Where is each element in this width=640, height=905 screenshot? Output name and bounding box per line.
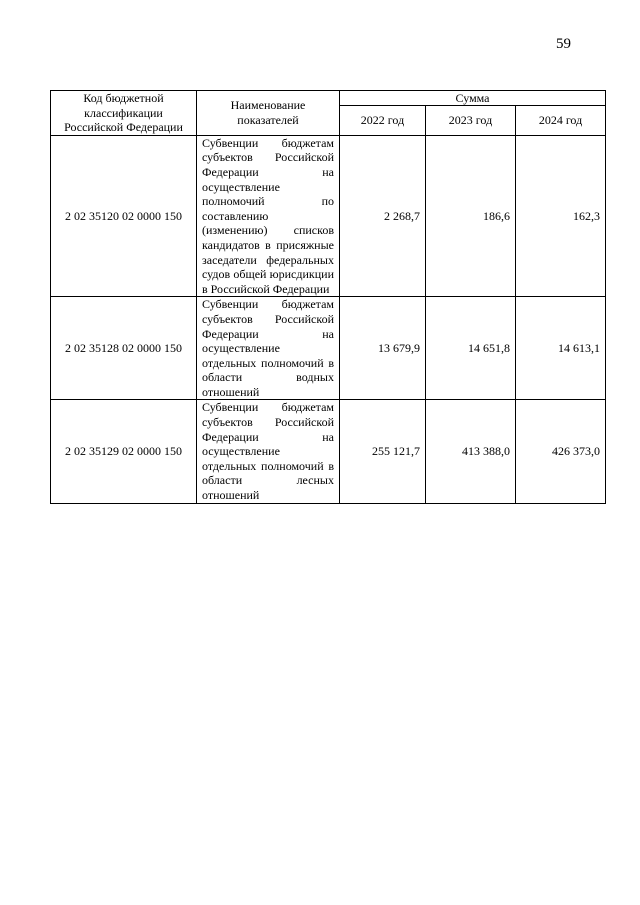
header-year-2022: 2022 год bbox=[340, 106, 426, 136]
indicator-name: Субвенции бюджетам субъектов Российской Федерации на осуществление полномочий по составлению (изменению) списков кандидатов в присяжные заседатели федеральных судов общей юрисдикции в Российской Федерации bbox=[197, 135, 340, 297]
budget-code: 2 02 35120 02 0000 150 bbox=[51, 135, 197, 297]
table-row bbox=[51, 400, 606, 503]
amount-2022: 2 268,7 bbox=[340, 135, 426, 297]
header-sum: Сумма bbox=[340, 91, 606, 106]
indicator-name: Субвенции бюджетам субъектов Российской Федерации на осуществление отдельных полномочий в области лесных отношений bbox=[197, 400, 340, 503]
indicator-name: Субвенции бюджетам субъектов Российской Федерации на осуществление отдельных полномочий в области водных отношений bbox=[197, 297, 340, 400]
amount-2024: 14 613,1 bbox=[516, 297, 606, 400]
page-number: 59 bbox=[556, 36, 571, 52]
amount-2023: 186,6 bbox=[426, 135, 516, 297]
amount-2023: 413 388,0 bbox=[426, 400, 516, 503]
header-name: Наименование показателей bbox=[197, 91, 340, 136]
budget-revenue-table bbox=[50, 90, 606, 504]
amount-2024: 162,3 bbox=[516, 135, 606, 297]
budget-code: 2 02 35129 02 0000 150 bbox=[51, 400, 197, 503]
header-year-2024: 2024 год bbox=[516, 106, 606, 136]
amount-2024: 426 373,0 bbox=[516, 400, 606, 503]
header-code: Код бюджетной классификации Российской Федерации bbox=[51, 91, 197, 136]
table-row bbox=[51, 135, 606, 297]
amount-2023: 14 651,8 bbox=[426, 297, 516, 400]
budget-code: 2 02 35128 02 0000 150 bbox=[51, 297, 197, 400]
table-row bbox=[51, 297, 606, 400]
header-year-2023: 2023 год bbox=[426, 106, 516, 136]
amount-2022: 255 121,7 bbox=[340, 400, 426, 503]
amount-2022: 13 679,9 bbox=[340, 297, 426, 400]
